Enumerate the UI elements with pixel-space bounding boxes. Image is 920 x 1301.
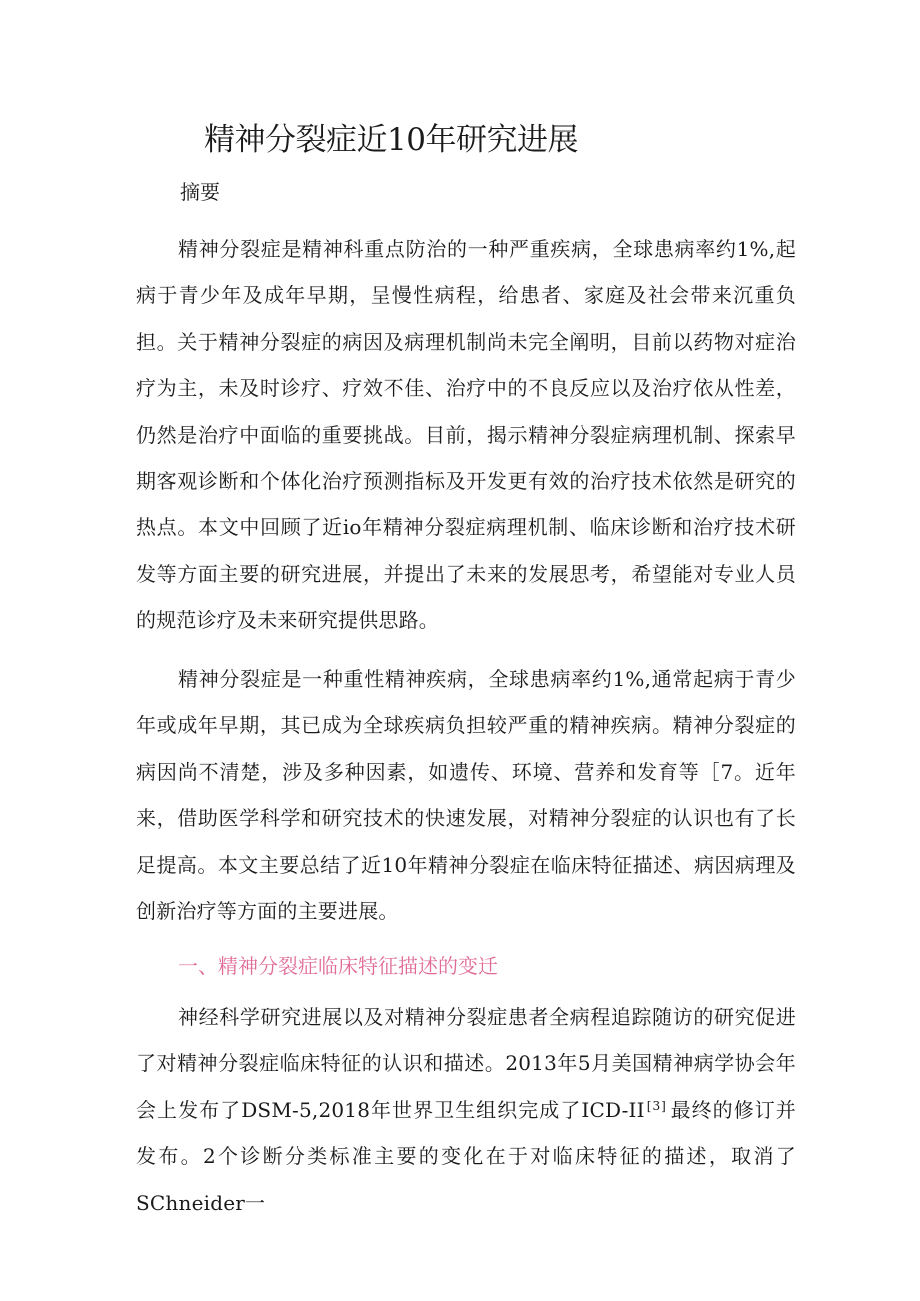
abstract-label: 摘要 (180, 180, 220, 204)
citation-marker: [3] (646, 1098, 667, 1113)
section1-text-end: 最终的修订并发布。2个诊断分类标准主要的变化在于对临床特征的描述，取消了SChneider一 (136, 1097, 797, 1215)
section1-paragraph (136, 994, 796, 1226)
section1-text-start: 神经科学研究进展以及对精神分裂症患者全病程追踪随访的研究促进了对精神分裂症临床特征的认识和描述。2013年5月美国精神病学协会年会上发布了DSM-5,2018年世界卫生组织完成了ICD-II (136, 1005, 796, 1122)
abstract-paragraph: 精神分裂症是精神科重点防治的一种严重疾病，全球患病率约1%,起病于青少年及成年早期，呈慢性病程，给患者、家庭及社会带来沉重负担。关于精神分裂症的病因及病理机制尚未完全阐明，目前以药物对症治疗为主，未及时诊疗、疗效不佳、治疗中的不良反应以及治疗依从性差，仍然是治疗中面临的重要挑战。目前，揭示精神分裂症病理机制、探索早期客观诊断和个体化治疗预测指标及开发更有效的治疗技术依然是研究的热点。本文中回顾了近io年精神分裂症病理机制、临床诊断和治疗技术研发等方面主要的研究进展，并提出了未来的发展思考，希望能对专业人员的规范诊疗及未来研究提供思路。 (136, 237, 796, 633)
document-title: 精神分裂症近10年研究进展 (204, 122, 578, 158)
intro-paragraph: 精神分裂症是一种重性精神疾病，全球患病率约1%,通常起病于青少年或成年早期，其已成为全球疾病负担较严重的精神疾病。精神分裂症的病因尚不清楚，涉及多种因素，如遗传、环境、营养和发育等［7。近年来，借助医学科学和研究技术的快速发展，对精神分裂症的认识也有了长足提高。本文主要总结了近10年精神分裂症在临床特征描述、病因病理及创新治疗等方面的主要进展。 (136, 667, 796, 924)
section-heading-1: 一、精神分裂症临床特征描述的变迁 (178, 954, 498, 978)
